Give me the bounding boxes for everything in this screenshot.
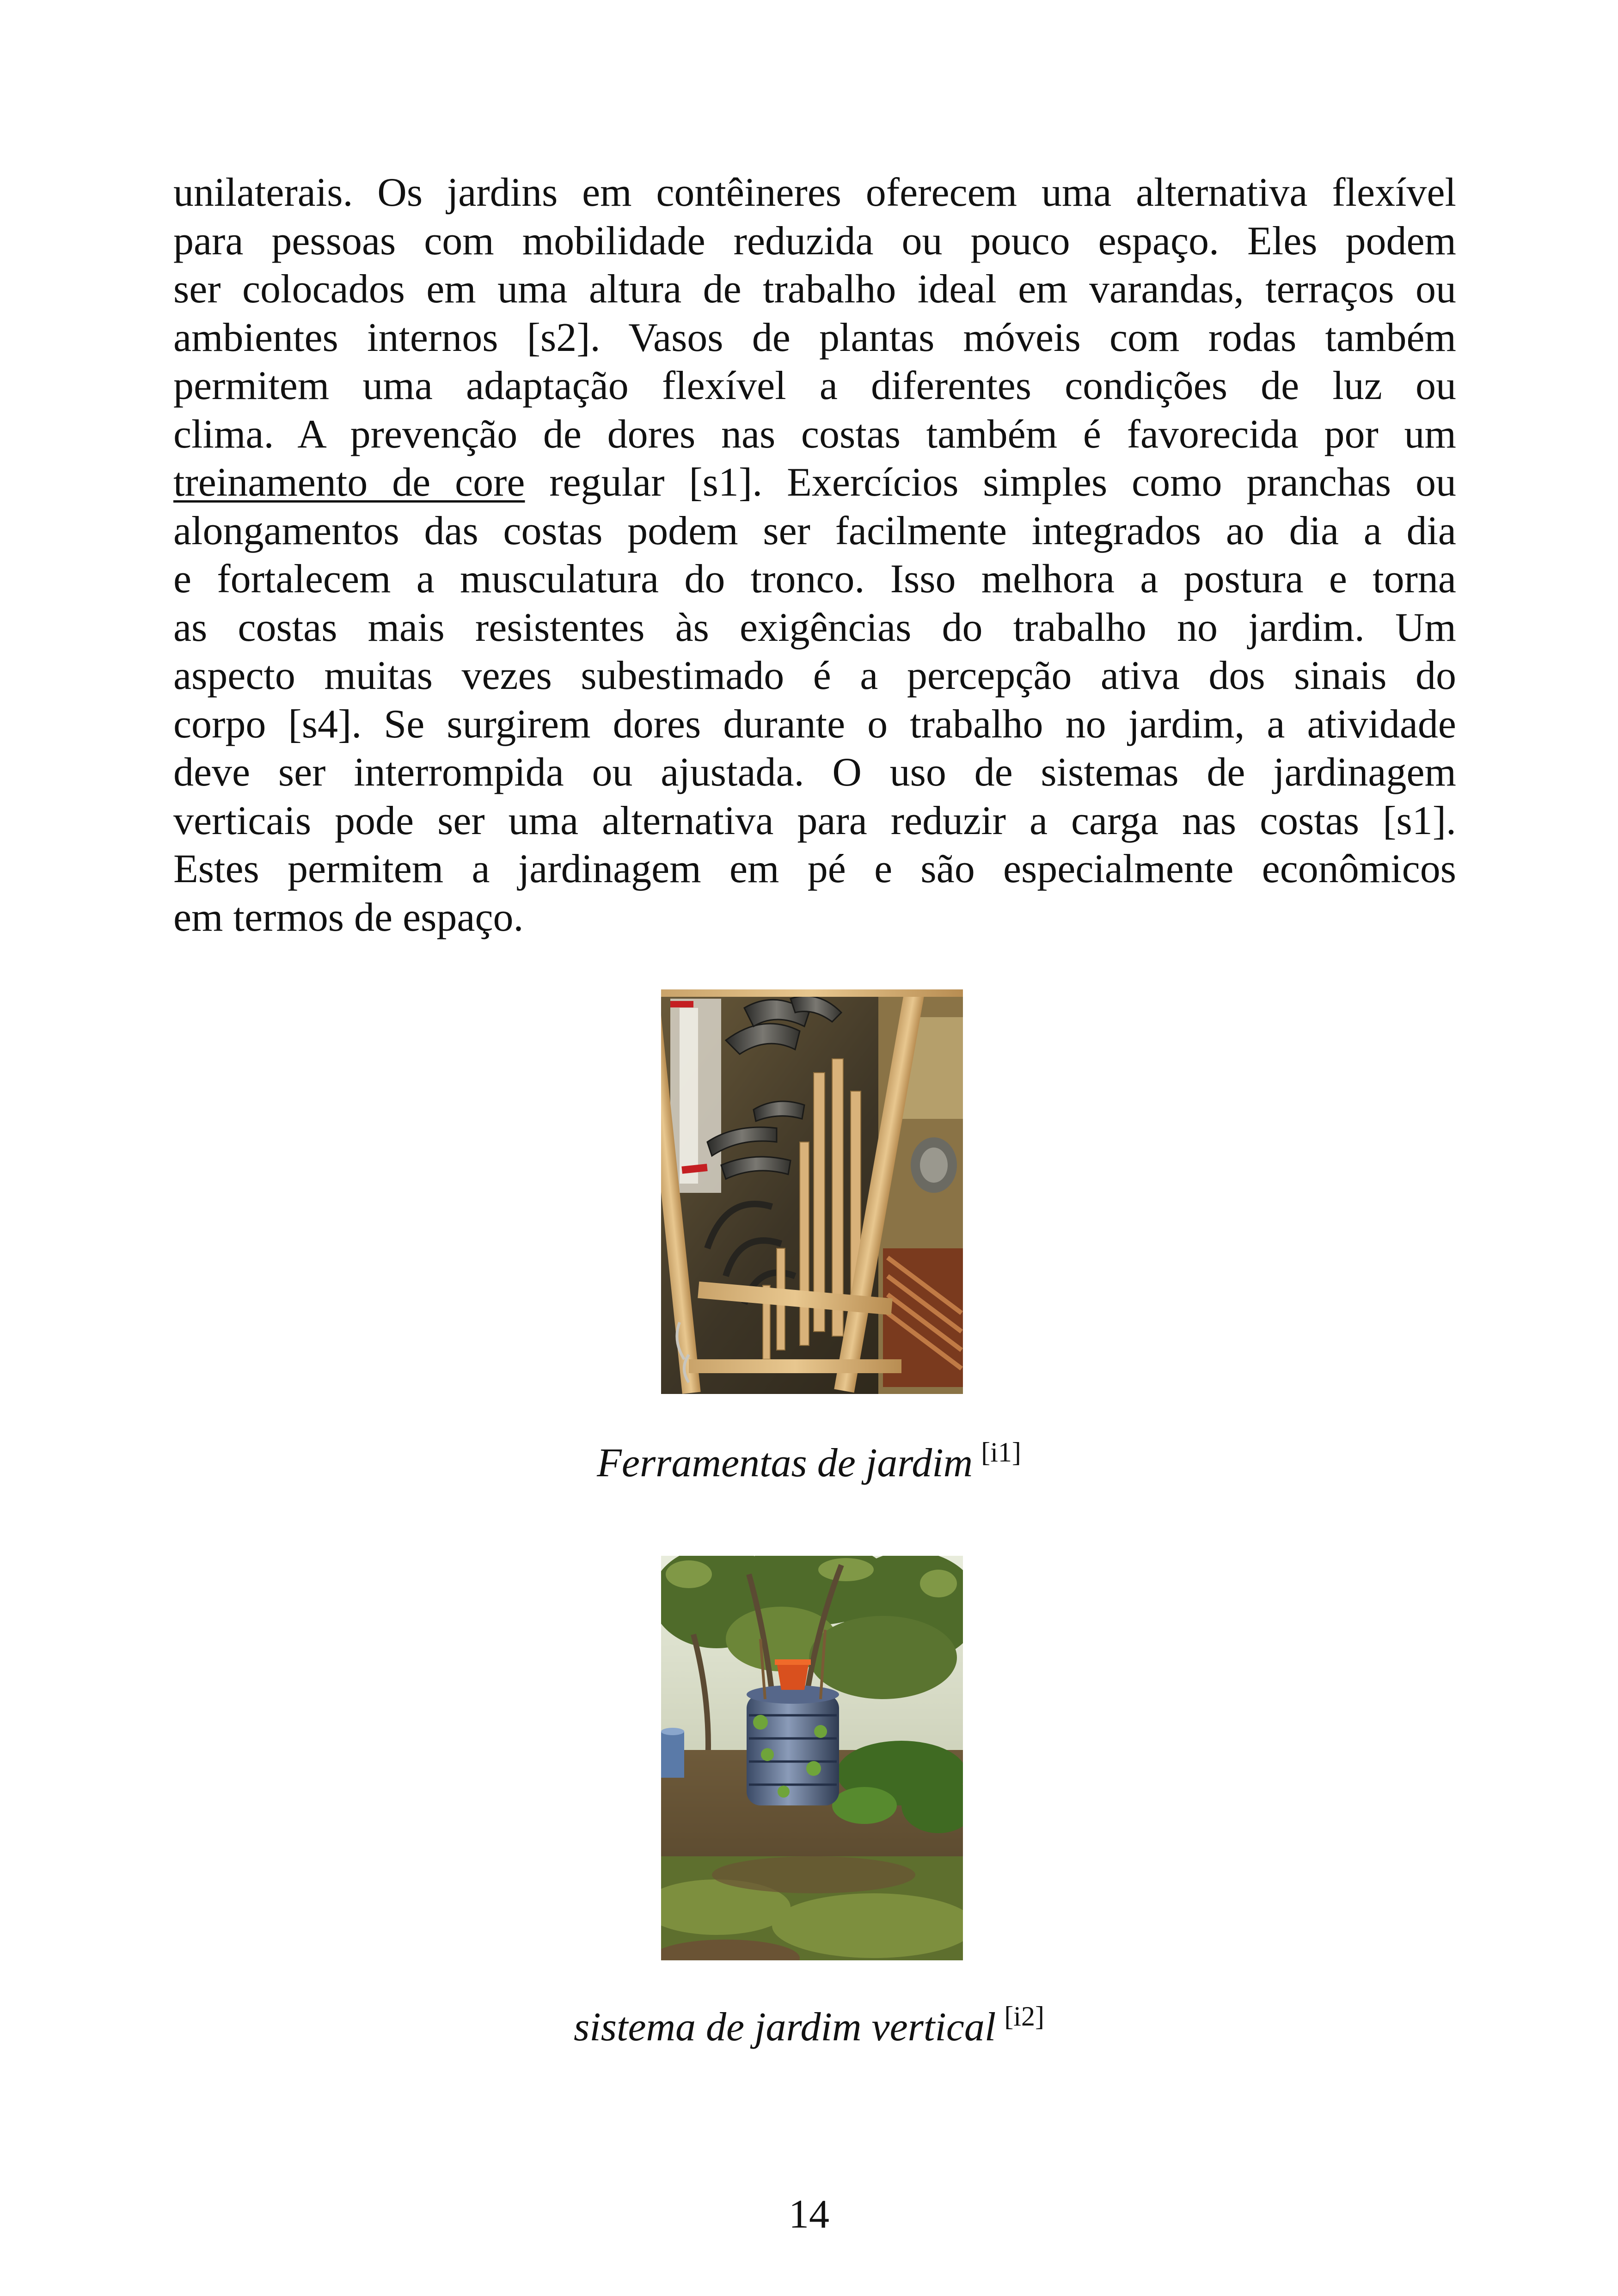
text-segment: corpo [s4]. Se surgirem dores durante o trabalho no jardim, a atividade xyxy=(173,701,1456,747)
text-line xyxy=(173,169,1456,217)
text-segment: deve ser interrompida ou ajustada. O uso de sistemas de jardinagem xyxy=(173,750,1456,795)
text-segment: verticais pode ser uma alternativa para reduzir a carga nas costas [s1]. xyxy=(173,798,1456,843)
image-reference: [i1] xyxy=(981,1437,1021,1467)
text-segment: as costas mais resistentes às exigências do trabalho no jardim. Um xyxy=(173,605,1456,650)
text-line xyxy=(173,459,1456,507)
text-segment: regular [s1]. Exercícios simples como pranchas ou xyxy=(525,460,1456,505)
body-text xyxy=(173,169,1456,942)
text-segment: Estes permitem a jardinagem em pé e são especialmente econômicos xyxy=(173,847,1456,891)
text-line xyxy=(173,894,1456,942)
text-segment: clima. A prevenção de dores nas costas também é favorecida por um xyxy=(173,411,1456,457)
vertical-garden-photo xyxy=(661,1556,963,1960)
text-segment: aspecto muitas vezes subestimado é a percepção ativa dos sinais do xyxy=(173,653,1456,698)
text-segment: ser colocados em uma altura de trabalho ideal em varandas, terraços ou xyxy=(173,267,1456,312)
text-segment: alongamentos das costas podem ser facilmente integrados ao dia a dia xyxy=(173,508,1456,553)
caption-text: Ferramentas de jardim xyxy=(597,1441,973,1486)
core-training-link[interactable]: treinamento de core xyxy=(173,460,525,505)
text-line xyxy=(173,217,1456,266)
text-segment: ambientes internos [s2]. Vasos de plantas móveis com rodas também xyxy=(173,315,1456,360)
figure-caption-vertical-garden xyxy=(0,2001,1618,2050)
text-segment: para pessoas com mobilidade reduzida ou pouco espaço. Eles podem xyxy=(173,218,1456,264)
text-line xyxy=(173,652,1456,700)
text-line xyxy=(173,845,1456,894)
text-line xyxy=(173,797,1456,846)
figure-caption-garden-tools xyxy=(0,1437,1618,1486)
text-line xyxy=(173,362,1456,411)
garden-tools-photo xyxy=(661,989,963,1394)
caption-text: sistema de jardim vertical xyxy=(574,2005,996,2050)
text-segment: permitem uma adaptação flexível a diferentes condições de luz ou xyxy=(173,363,1456,408)
text-line xyxy=(173,507,1456,556)
text-line xyxy=(173,604,1456,652)
text-line xyxy=(173,749,1456,797)
text-segment: e fortalecem a musculatura do tronco. Isso melhora a postura e torna xyxy=(173,557,1456,602)
text-line xyxy=(173,411,1456,459)
image-reference: [i2] xyxy=(1004,2001,1044,2032)
text-segment: em termos de espaço. xyxy=(173,895,524,940)
text-line xyxy=(173,314,1456,362)
page-number: 14 xyxy=(789,2192,829,2237)
text-line xyxy=(173,700,1456,749)
text-segment: unilaterais. Os jardins em contêineres oferecem uma alternativa flexível xyxy=(173,170,1456,215)
text-line xyxy=(173,265,1456,314)
text-line xyxy=(173,555,1456,604)
